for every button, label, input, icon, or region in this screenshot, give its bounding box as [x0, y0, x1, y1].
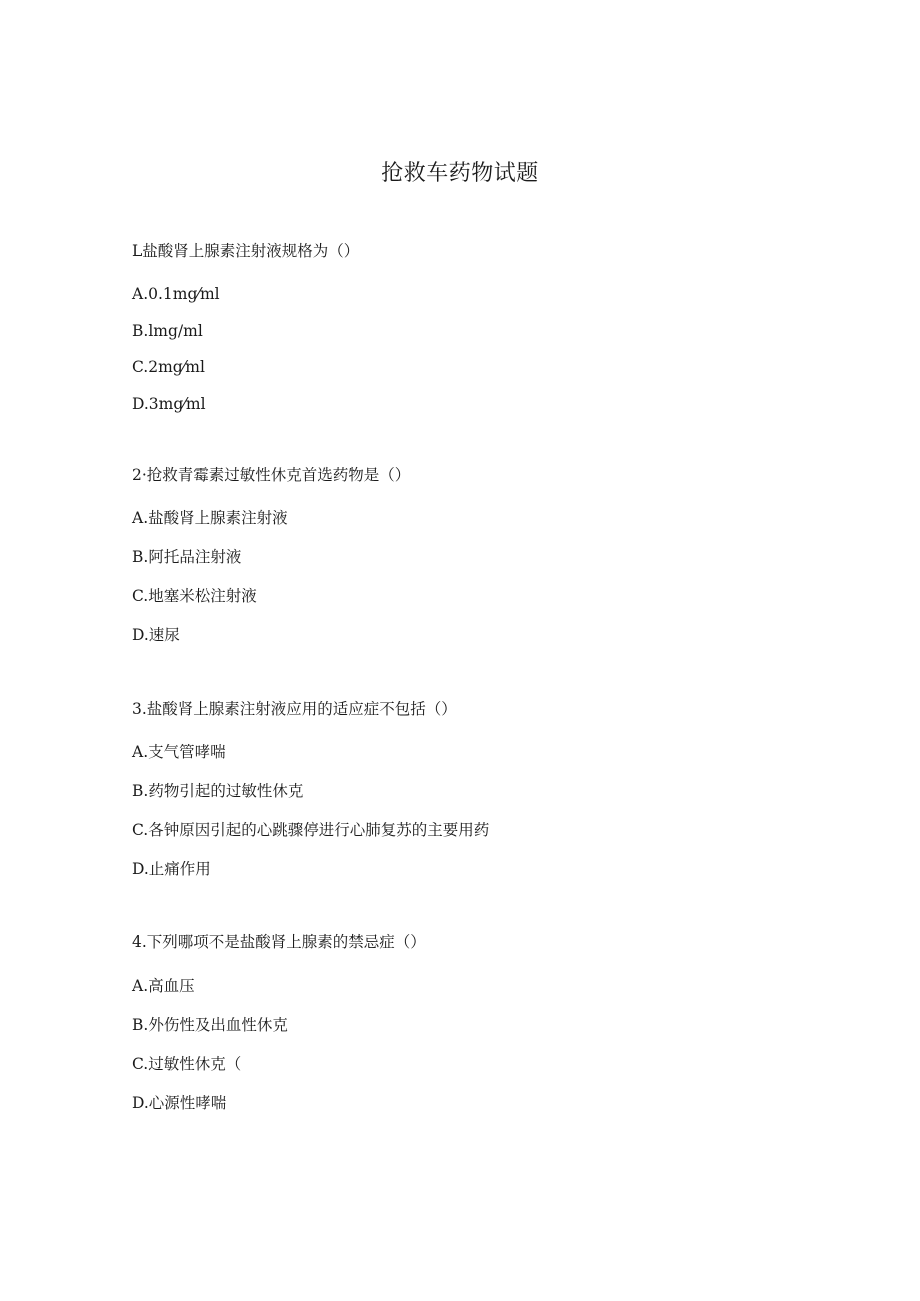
option-d: D.速尿 — [132, 626, 180, 644]
option-c: C.2mg⁄ml — [132, 358, 205, 376]
option-c: C.过敏性休克（ — [132, 1055, 242, 1073]
option-b: B.外伤性及出血性休克 — [132, 1016, 288, 1034]
option-c: C.地塞米松注射液 — [132, 587, 257, 605]
question-stem: 3.盐酸肾上腺素注射液应用的适应症不包括（） — [132, 700, 457, 718]
option-a: A.支气管哮喘 — [132, 743, 226, 761]
option-c: C.各钟原因引起的心跳骤停进行心肺复苏的主要用药 — [132, 821, 490, 839]
option-d: D.3mg⁄ml — [132, 395, 206, 413]
option-d: D.止痛作用 — [132, 860, 211, 878]
option-d: D.心源性哮喘 — [132, 1094, 227, 1112]
option-a: A.盐酸肾上腺素注射液 — [132, 509, 288, 527]
option-b: B.阿托品注射液 — [132, 548, 242, 566]
option-b: B.药物引起的过敏性休克 — [132, 782, 304, 800]
question-stem: L盐酸肾上腺素注射液规格为（） — [132, 242, 360, 260]
question-stem: 4.下列哪项不是盐酸肾上腺素的禁忌症（） — [132, 933, 426, 951]
option-a: A.高血压 — [132, 977, 195, 995]
question-stem: 2·抢救青霉素过敏性休克首选药物是（） — [132, 466, 411, 484]
option-b: B.lmg/ml — [132, 322, 203, 340]
page-title: 抢救车药物试题 — [381, 161, 539, 186]
option-a: A.0.1mg⁄ml — [132, 285, 220, 303]
